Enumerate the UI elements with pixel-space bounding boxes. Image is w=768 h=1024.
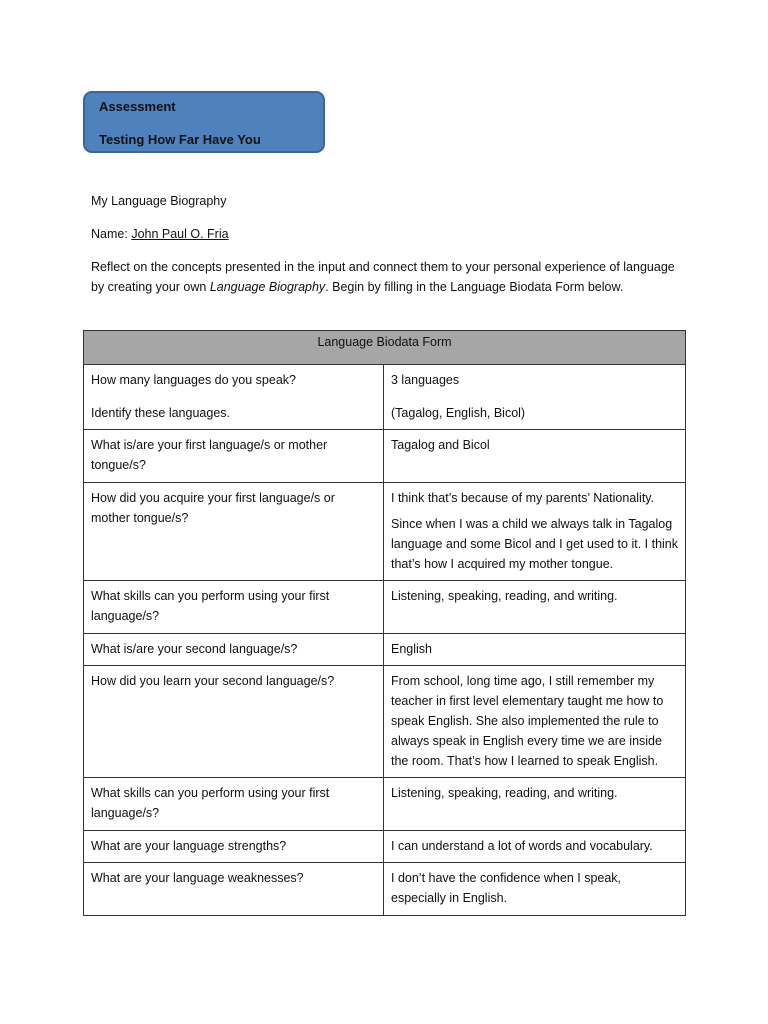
table-row <box>84 863 686 916</box>
question-text: What skills can you perform using your first language/s? <box>91 589 330 623</box>
answer-cell <box>384 634 686 666</box>
question-cell <box>84 483 384 581</box>
answer-text: (Tagalog, English, Bicol) <box>391 406 526 420</box>
intro-paragraph <box>91 257 681 297</box>
answer-text: I can understand a lot of words and vocabulary. <box>391 839 653 853</box>
question-cell <box>84 634 384 666</box>
table-row <box>84 581 686 634</box>
table-header: Language Biodata Form <box>84 331 686 365</box>
table-row <box>84 666 686 778</box>
answer-text: I think that’s because of my parents’ Nationality. <box>391 491 655 505</box>
language-biodata-table <box>83 330 686 916</box>
question-cell <box>84 365 384 430</box>
answer-text: 3 languages <box>391 373 460 387</box>
answer-text: English <box>391 642 432 656</box>
answer-cell <box>384 778 686 831</box>
table-row <box>84 831 686 863</box>
name-value: John Paul O. Fria <box>131 227 229 241</box>
table-row <box>84 430 686 483</box>
name-label: Name: <box>91 227 128 241</box>
question-cell <box>84 581 384 634</box>
question-text: What is/are your second language/s? <box>91 642 298 656</box>
table-row <box>84 634 686 666</box>
answer-cell <box>384 666 686 778</box>
question-cell <box>84 666 384 778</box>
question-text: How did you acquire your first language/s or mother tongue/s? <box>91 491 335 525</box>
intro-emphasis: Language Biography <box>209 280 326 294</box>
answer-cell <box>384 483 686 581</box>
answer-text: Listening, speaking, reading, and writing. <box>391 589 618 603</box>
question-text: Identify these languages. <box>91 406 230 420</box>
question-cell <box>84 863 384 916</box>
banner-title: Assessment <box>99 99 176 114</box>
question-cell <box>84 831 384 863</box>
answer-text: Listening, speaking, reading, and writing. <box>391 786 618 800</box>
intro-text-part1: Reflect on the concepts presented in the input and connect them to your personal experience of language by creating your own <box>91 260 675 294</box>
question-text: What is/are your first language/s or mother tongue/s? <box>91 438 328 472</box>
name-line <box>91 224 681 244</box>
question-text: How many languages do you speak? <box>91 373 296 387</box>
table-row <box>84 365 686 430</box>
answer-cell <box>384 430 686 483</box>
intro-text-part2: . Begin by filling in the Language Biodata Form below. <box>325 280 624 294</box>
assessment-banner <box>83 91 325 153</box>
question-cell <box>84 778 384 831</box>
table-header-row <box>84 331 686 365</box>
answer-cell <box>384 863 686 916</box>
question-text: What skills can you perform using your first language/s? <box>91 786 330 820</box>
answer-text: Tagalog and Bicol <box>391 438 490 452</box>
answer-cell <box>384 365 686 430</box>
answer-cell <box>384 831 686 863</box>
question-text: What are your language weaknesses? <box>91 871 304 885</box>
answer-text: I don’t have the confidence when I speak, especially in English. <box>391 871 622 905</box>
answer-cell <box>384 581 686 634</box>
banner-subtitle: Testing How Far Have You <box>99 132 261 147</box>
document-title: My Language Biography <box>91 194 227 208</box>
answer-text: From school, long time ago, I still remember my teacher in first level elementary taught me how to speak English. She also implemented the rule to always speak in English every time we are inside the room. That’s how I learned to speak English. <box>391 674 664 768</box>
table-row <box>84 778 686 831</box>
answer-text: Since when I was a child we always talk in Tagalog language and some Bicol and I get used to it. I think that’s how I acquired my mother tongue. <box>391 517 678 571</box>
question-text: What are your language strengths? <box>91 839 287 853</box>
question-text: How did you learn your second language/s? <box>91 674 335 688</box>
table-row <box>84 483 686 581</box>
question-cell <box>84 430 384 483</box>
